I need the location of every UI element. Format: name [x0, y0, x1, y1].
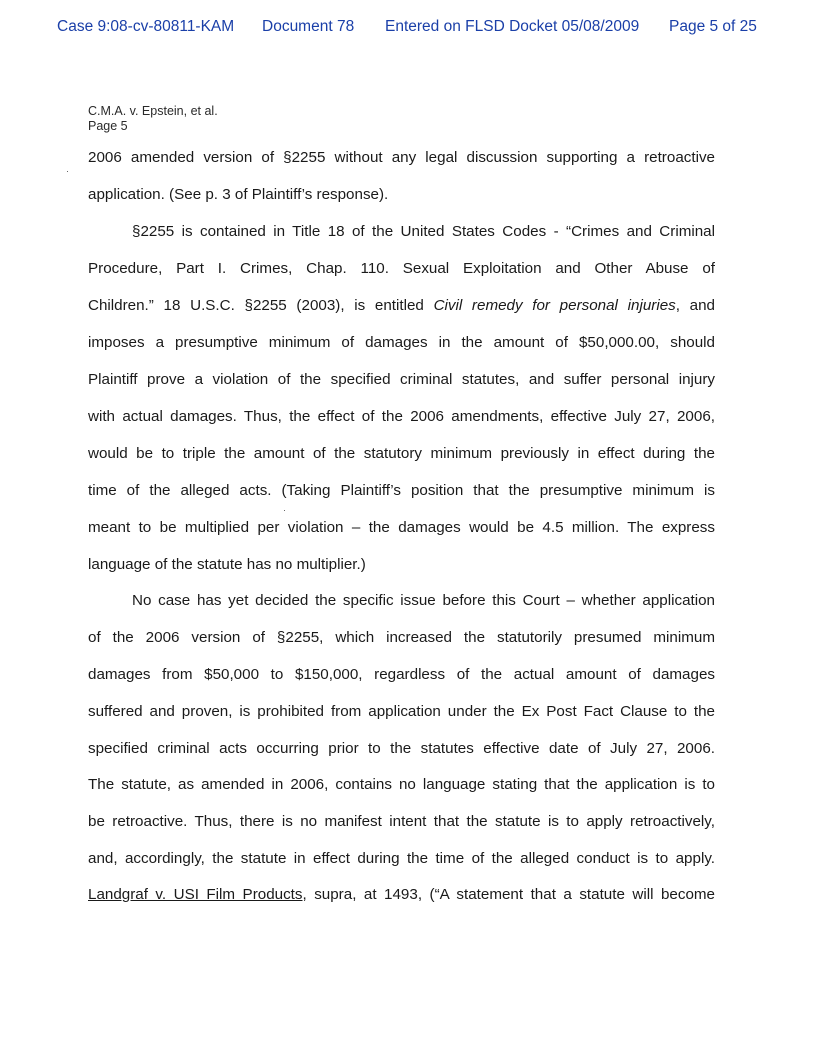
body-line — [88, 297, 715, 315]
body-line: of the 2006 version of §2255, which increased the statutorily presumed minimum — [88, 629, 715, 646]
page-count: Page 5 of 25 — [669, 18, 757, 35]
body-line: and, accordingly, the statute in effect during the time of the alleged conduct is to apply. — [88, 850, 715, 867]
text-run: , and — [675, 297, 715, 314]
body-line: imposes a presumptive minimum of damages in the amount of $50,000.00, should — [88, 334, 715, 351]
body-line: suffered and proven, is prohibited from application under the Ex Post Fact Clause to the — [88, 703, 715, 720]
body-line: with actual damages. Thus, the effect of the 2006 amendments, effective July 27, 2006, — [88, 408, 715, 425]
body-line: The statute, as amended in 2006, contains no language stating that the application is to — [88, 776, 715, 793]
statute-title: Civil remedy for personal injuries — [433, 297, 676, 314]
body-line: would be to triple the amount of the statutory minimum previously in effect during the — [88, 445, 715, 462]
text-run: , supra, at 1493, (“A statement that a statute will become — [302, 886, 715, 903]
caption-title: C.M.A. v. Epstein, et al. — [88, 104, 218, 118]
body-line: time of the alleged acts. (Taking Plaintiff’s position that the presumptive minimum is — [88, 482, 715, 499]
scan-speck — [284, 510, 285, 511]
caption-page: Page 5 — [88, 119, 128, 133]
body-line: Procedure, Part I. Crimes, Chap. 110. Sexual Exploitation and Other Abuse of — [88, 260, 715, 277]
body-line: damages from $50,000 to $150,000, regardless of the actual amount of damages — [88, 666, 715, 683]
case-caption — [88, 104, 218, 134]
document-number: Document 78 — [262, 18, 355, 35]
body-line: application. (See p. 3 of Plaintiff’s response). — [88, 186, 389, 203]
body-line: language of the statute has no multiplier.) — [88, 556, 366, 573]
scan-speck — [67, 171, 68, 172]
body-line: be retroactive. Thus, there is no manifest intent that the statute is to apply retroactively, — [88, 813, 715, 830]
case-citation: Landgraf v. USI Film Products — [88, 886, 303, 903]
body-line: 2006 amended version of §2255 without any legal discussion supporting a retroactive — [88, 149, 715, 166]
body-line: No case has yet decided the specific issue before this Court – whether application — [132, 592, 715, 609]
case-number: Case 9:08-cv-80811-KAM — [57, 18, 235, 35]
body-line — [88, 886, 715, 904]
body-line: Plaintiff prove a violation of the specified criminal statutes, and suffer personal injury — [88, 371, 715, 388]
docket-entry-date: Entered on FLSD Docket 05/08/2009 — [385, 18, 640, 35]
body-line: specified criminal acts occurring prior to the statutes effective date of July 27, 2006. — [88, 740, 715, 757]
text-run: Children.” 18 U.S.C. §2255 (2003), is entitled — [88, 297, 434, 314]
body-line: §2255 is contained in Title 18 of the United States Codes - “Crimes and Criminal — [132, 223, 715, 240]
body-line: meant to be multiplied per violation – the damages would be 4.5 million. The express — [88, 519, 715, 536]
